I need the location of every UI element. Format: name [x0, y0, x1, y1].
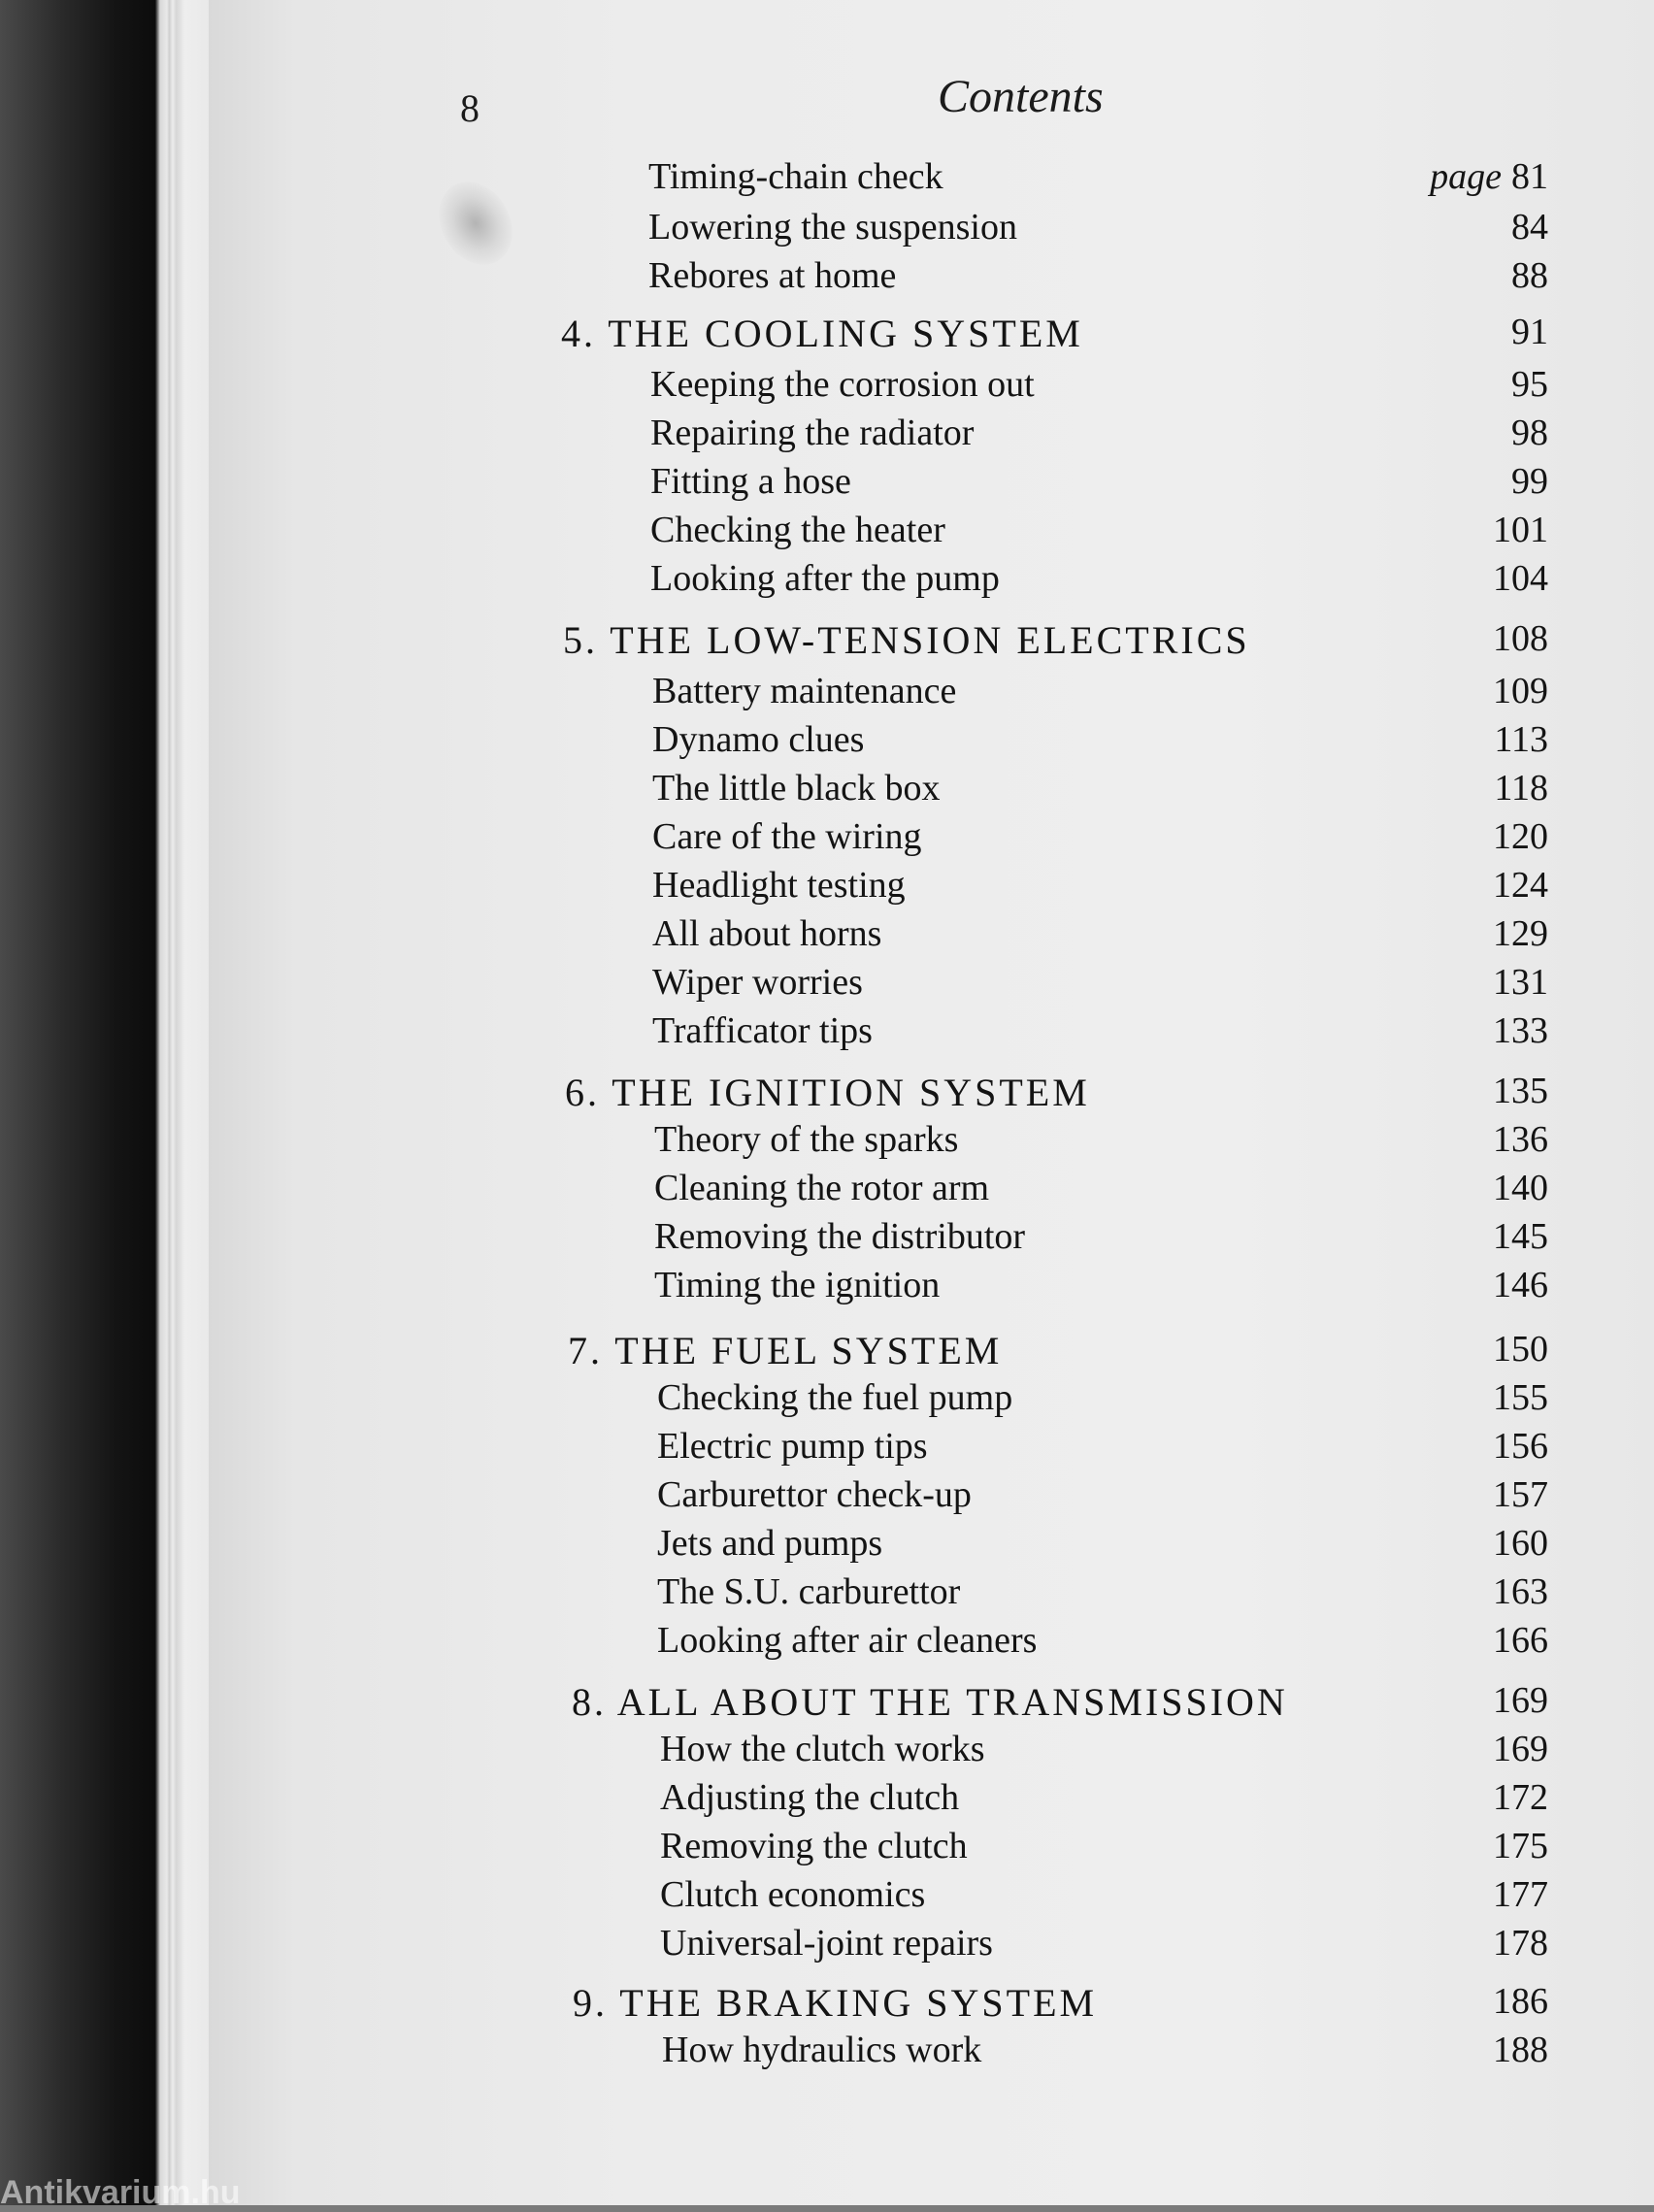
toc-entry-title: Repairing the radiator	[650, 413, 975, 453]
toc-entry-title: How the clutch works	[660, 1729, 985, 1769]
toc-page-number	[1493, 1825, 1548, 1867]
toc-entry-title: Clutch economics	[660, 1874, 926, 1915]
toc-page-value: 135	[1493, 1071, 1548, 1111]
toc-page-value: 136	[1493, 1119, 1548, 1160]
toc-page-value: 101	[1493, 510, 1548, 550]
toc-page-number	[1511, 254, 1548, 297]
toc-page-number	[1494, 767, 1548, 809]
toc-entry-title: Dynamo clues	[652, 719, 865, 760]
toc-page-number	[1494, 718, 1548, 761]
toc-entry-title: Checking the fuel pump	[657, 1377, 1013, 1418]
toc-page-number	[1493, 1922, 1548, 1964]
toc-page-value: 120	[1493, 816, 1548, 857]
toc-page-value: 160	[1493, 1523, 1548, 1564]
toc-entry-title: Battery maintenance	[652, 671, 957, 711]
toc-entry-title: The S.U. carburettor	[657, 1571, 961, 1612]
toc-page-number	[1493, 1776, 1548, 1819]
toc-page-number	[1493, 1328, 1548, 1370]
toc-page-number	[1493, 1570, 1548, 1613]
toc-entry-title: Checking the heater	[650, 510, 945, 550]
toc-page-number	[1493, 1728, 1548, 1770]
toc-page-number	[1493, 815, 1548, 858]
toc-entry-title: Timing-chain check	[648, 156, 943, 197]
toc-page-number	[1511, 311, 1548, 353]
toc-page-value: 140	[1493, 1168, 1548, 1208]
toc-page-number	[1493, 557, 1548, 600]
running-title: Contents	[938, 71, 1104, 122]
toc-page-number	[1493, 912, 1548, 955]
toc-page-value: 172	[1493, 1777, 1548, 1818]
toc-page-value: 88	[1511, 255, 1548, 296]
toc-page-value: 186	[1493, 1981, 1548, 2022]
toc-page-value: 175	[1493, 1826, 1548, 1866]
toc-entry-title: How hydraulics work	[662, 2030, 982, 2070]
toc-page-number	[1511, 460, 1548, 503]
toc-page-number	[1493, 1376, 1548, 1419]
toc-page-value: 129	[1493, 913, 1548, 954]
toc-page-value: 169	[1493, 1680, 1548, 1721]
toc-entry-title: Rebores at home	[648, 255, 897, 296]
toc-entry-title: Carburettor check-up	[657, 1474, 972, 1515]
toc-entry-title: Removing the clutch	[660, 1826, 968, 1866]
toc-page-number	[1511, 206, 1548, 248]
page-label: page	[1430, 156, 1502, 197]
toc-chapter-title: 5. THE LOW-TENSION ELECTRICS	[563, 618, 1250, 662]
toc-entry-title: The little black box	[652, 768, 941, 809]
toc-page-value: 188	[1493, 2030, 1548, 2070]
toc-page-number	[1493, 1009, 1548, 1052]
toc-entry-title: Care of the wiring	[652, 816, 922, 857]
toc-chapter-title: 9. THE BRAKING SYSTEM	[573, 1981, 1098, 2025]
toc-entry-title: Cleaning the rotor arm	[654, 1168, 990, 1208]
toc-page-number	[1493, 1980, 1548, 2023]
toc-page-number	[1493, 1070, 1548, 1112]
toc-page-value: 150	[1493, 1329, 1548, 1370]
toc-entry-title: Adjusting the clutch	[660, 1777, 960, 1818]
page-edges	[155, 0, 214, 2205]
toc-entry-title: Wiper worries	[652, 962, 863, 1003]
toc-page-value: 146	[1493, 1265, 1548, 1305]
toc-entry-title: Looking after the pump	[650, 558, 1000, 599]
toc-page-number	[1493, 1215, 1548, 1258]
toc-page-number	[1511, 363, 1548, 406]
toc-page-value: 108	[1493, 618, 1548, 659]
toc-page-value: 177	[1493, 1874, 1548, 1915]
toc-chapter-title: 4. THE COOLING SYSTEM	[561, 312, 1083, 355]
toc-page-value: 178	[1493, 1923, 1548, 1964]
toc-chapter-title: 6. THE IGNITION SYSTEM	[565, 1071, 1090, 1114]
toc-page-number	[1493, 1118, 1548, 1161]
toc-page-number	[1493, 1167, 1548, 1209]
toc-page-number	[1493, 1425, 1548, 1468]
toc-page-value: 104	[1493, 558, 1548, 599]
toc-page-number	[1493, 1473, 1548, 1516]
toc-page-value: 145	[1493, 1216, 1548, 1257]
toc-page-value: 95	[1511, 364, 1548, 405]
page-number: 8	[460, 86, 480, 130]
toc-entry-title: Removing the distributor	[654, 1216, 1026, 1257]
toc-page-value: 109	[1493, 671, 1548, 711]
toc-page-number	[1493, 1679, 1548, 1722]
toc-page-number	[1493, 670, 1548, 712]
toc-page-value: 155	[1493, 1377, 1548, 1418]
toc-entry-title: All about horns	[652, 913, 882, 954]
toc-entry-title: Headlight testing	[652, 865, 906, 906]
toc-page-number	[1493, 617, 1548, 660]
toc-entry-title: Trafficator tips	[652, 1010, 873, 1051]
toc-page-value: 131	[1493, 962, 1548, 1003]
toc-entry-title: Timing the ignition	[654, 1265, 941, 1305]
toc-entry-title: Jets and pumps	[657, 1523, 883, 1564]
toc-page-value: 98	[1511, 413, 1548, 453]
toc-page-number	[1493, 864, 1548, 907]
toc-page-number	[1493, 961, 1548, 1004]
toc-page-value: 157	[1493, 1474, 1548, 1515]
toc-entry-title: Fitting a hose	[650, 461, 851, 502]
toc-page-number	[1430, 155, 1548, 198]
toc-page-number	[1493, 1873, 1548, 1916]
toc-page-value: 81	[1511, 156, 1548, 197]
watermark: Antikvarium.hu	[0, 2174, 241, 2211]
toc-chapter-title: 7. THE FUEL SYSTEM	[568, 1329, 1003, 1372]
toc-page-number	[1493, 1619, 1548, 1662]
toc-page-value: 99	[1511, 461, 1548, 502]
toc-page-number	[1493, 1264, 1548, 1306]
toc-page-number	[1493, 509, 1548, 551]
toc-page-value: 84	[1511, 207, 1548, 248]
toc-page-number	[1493, 1522, 1548, 1565]
book-spine-shadow	[0, 0, 155, 2205]
toc-entry-title: Theory of the sparks	[654, 1119, 959, 1160]
toc-page-value: 133	[1493, 1010, 1548, 1051]
toc-page-value: 118	[1494, 768, 1548, 809]
toc-page-value: 91	[1511, 312, 1548, 352]
toc-page-value: 166	[1493, 1620, 1548, 1661]
toc-page-number	[1493, 2029, 1548, 2071]
toc-page-value: 124	[1493, 865, 1548, 906]
toc-chapter-title: 8. ALL ABOUT THE TRANSMISSION	[572, 1680, 1288, 1724]
toc-entry-title: Electric pump tips	[657, 1426, 928, 1467]
toc-entry-title: Lowering the suspension	[648, 207, 1017, 248]
toc-entry-title: Universal-joint repairs	[660, 1923, 993, 1964]
toc-page-value: 156	[1493, 1426, 1548, 1467]
toc-entry-title: Keeping the corrosion out	[650, 364, 1035, 405]
toc-page-value: 163	[1493, 1571, 1548, 1612]
toc-page-value: 113	[1494, 719, 1548, 760]
toc-page-number	[1511, 412, 1548, 454]
toc-entry-title: Looking after air cleaners	[657, 1620, 1038, 1661]
toc-page-value: 169	[1493, 1729, 1548, 1769]
